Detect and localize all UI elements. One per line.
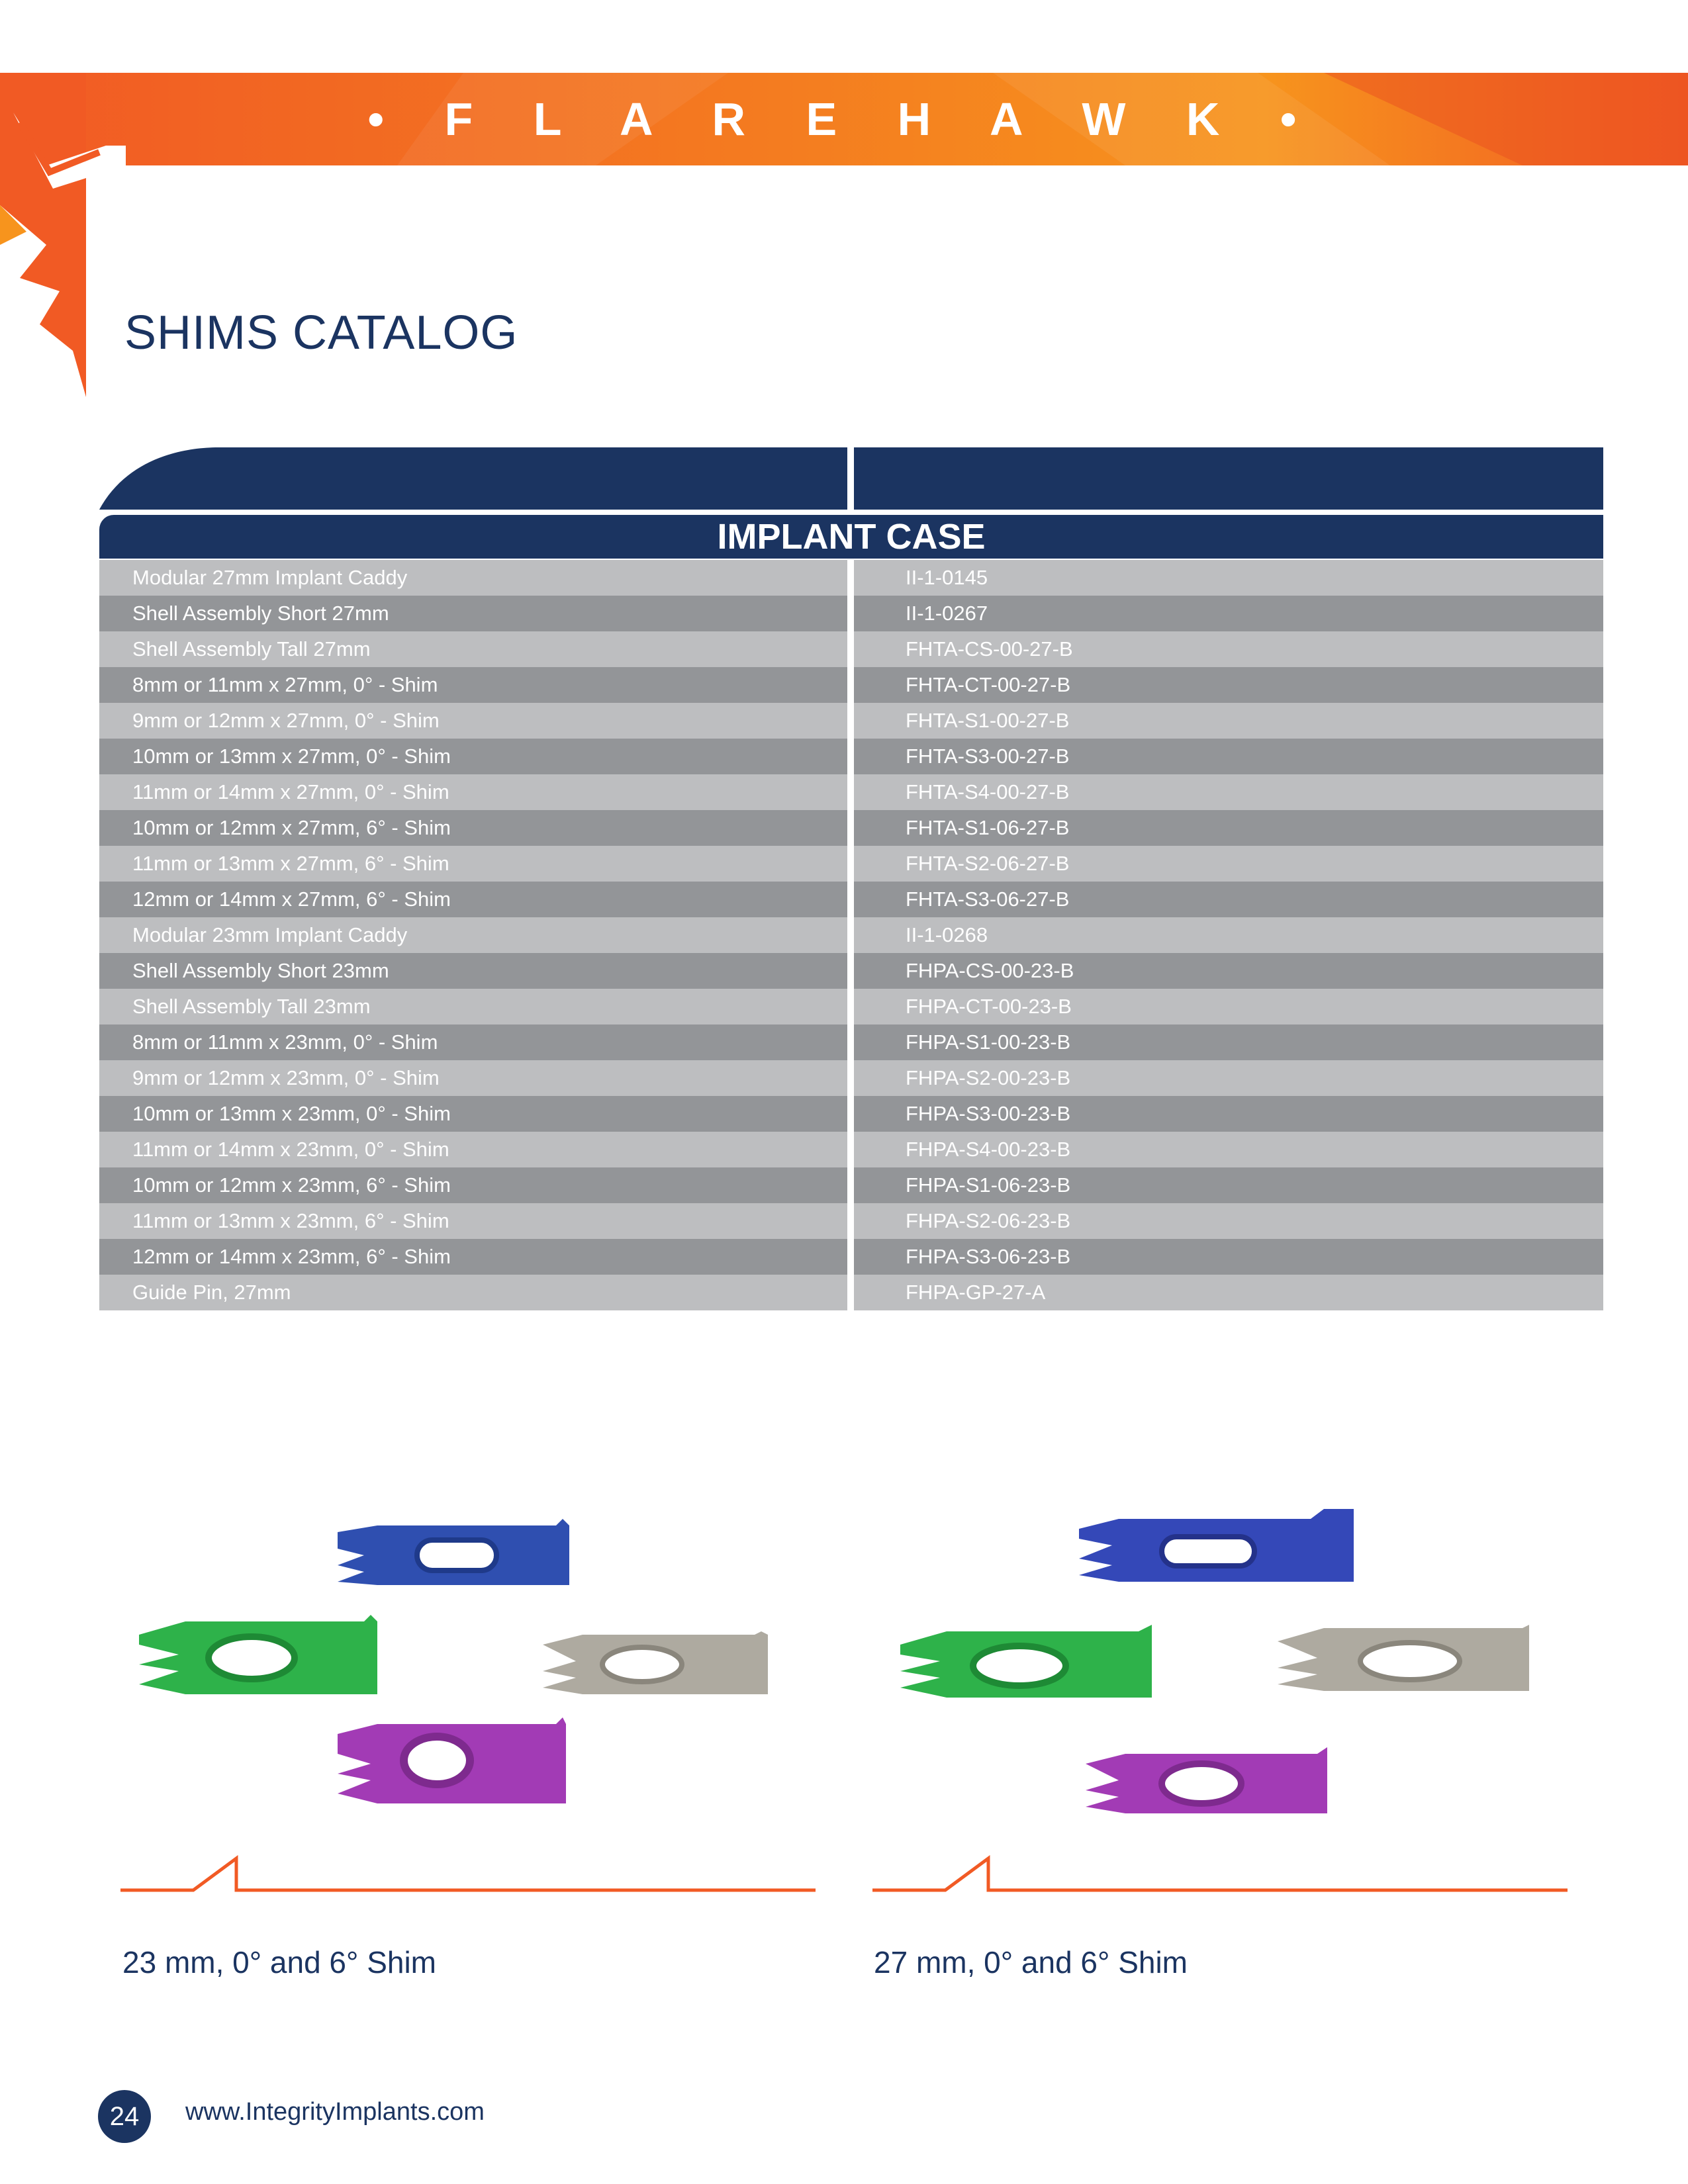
catalog-number-cell: FHTA-S3-00-27-B (854, 739, 1603, 774)
table-row (99, 953, 1603, 989)
purple-shim-icon (338, 1717, 566, 1803)
shims-23mm-image (132, 1502, 788, 1820)
description-cell: Shell Assembly Tall 23mm (99, 989, 847, 1024)
catalog-number-cell: FHPA-S1-06-23-B (854, 1167, 1603, 1203)
gray-shim-icon (1278, 1625, 1529, 1691)
catalog-number-cell: FHTA-CS-00-27-B (854, 631, 1603, 667)
green-shim-icon (139, 1615, 377, 1694)
website-link[interactable]: www.IntegrityImplants.com (185, 2098, 485, 2126)
catalog-number-cell: II-1-0268 (854, 917, 1603, 953)
catalog-number-cell: FHPA-S2-06-23-B (854, 1203, 1603, 1239)
catalog-number-cell: FHPA-S3-00-23-B (854, 1096, 1603, 1132)
catalog-number-cell: FHPA-CT-00-23-B (854, 989, 1603, 1024)
description-cell: 12mm or 14mm x 23mm, 6° - Shim (99, 1239, 847, 1275)
description-cell: 8mm or 11mm x 27mm, 0° - Shim (99, 667, 847, 703)
description-cell: Shell Assembly Short 27mm (99, 596, 847, 631)
description-cell: 11mm or 14mm x 23mm, 0° - Shim (99, 1132, 847, 1167)
blue-shim-icon (1079, 1509, 1354, 1582)
table-row (99, 667, 1603, 703)
catalog-number-cell: FHPA-S2-00-23-B (854, 1060, 1603, 1096)
catalog-number-cell: FHPA-S4-00-23-B (854, 1132, 1603, 1167)
table-row (99, 882, 1603, 917)
green-shim-icon (900, 1625, 1152, 1698)
caption-divider-left (120, 1853, 816, 1893)
description-cell: 12mm or 14mm x 27mm, 6° - Shim (99, 882, 847, 917)
table-row (99, 810, 1603, 846)
description-cell: 10mm or 13mm x 23mm, 0° - Shim (99, 1096, 847, 1132)
description-cell: Shell Assembly Tall 27mm (99, 631, 847, 667)
page-number: 24 (98, 2090, 151, 2143)
caption-27mm: 27 mm, 0° and 6° Shim (874, 1945, 1188, 1979)
table-row (99, 1203, 1603, 1239)
description-cell: 11mm or 14mm x 27mm, 0° - Shim (99, 774, 847, 810)
table-row (99, 846, 1603, 882)
table-row (99, 1132, 1603, 1167)
description-cell: Guide Pin, 27mm (99, 1275, 847, 1310)
description-cell: 9mm or 12mm x 23mm, 0° - Shim (99, 1060, 847, 1096)
description-cell: 10mm or 12mm x 27mm, 6° - Shim (99, 810, 847, 846)
catalog-number-cell: FHPA-S3-06-23-B (854, 1239, 1603, 1275)
description-cell: 8mm or 11mm x 23mm, 0° - Shim (99, 1024, 847, 1060)
description-cell: 10mm or 13mm x 27mm, 0° - Shim (99, 739, 847, 774)
description-cell: Modular 23mm Implant Caddy (99, 917, 847, 953)
description-cell: 11mm or 13mm x 27mm, 6° - Shim (99, 846, 847, 882)
table-row (99, 739, 1603, 774)
description-cell: 9mm or 12mm x 27mm, 0° - Shim (99, 703, 847, 739)
table-row (99, 596, 1603, 631)
catalog-number-cell: FHTA-S1-00-27-B (854, 703, 1603, 739)
catalog-number-cell: FHTA-CT-00-27-B (854, 667, 1603, 703)
purple-shim-icon (1086, 1747, 1327, 1813)
brand-wordmark: • F L A R E H A W K • (367, 93, 1321, 145)
catalog-number-cell: FHTA-S2-06-27-B (854, 846, 1603, 882)
table-row (99, 1024, 1603, 1060)
catalog-number-cell: FHPA-S1-00-23-B (854, 1024, 1603, 1060)
table-row (99, 1096, 1603, 1132)
catalog-number-cell: II-1-0145 (854, 560, 1603, 596)
catalog-number-cell: FHTA-S3-06-27-B (854, 882, 1603, 917)
catalog-number-cell: FHPA-CS-00-23-B (854, 953, 1603, 989)
description-cell: 11mm or 13mm x 23mm, 6° - Shim (99, 1203, 847, 1239)
table-row (99, 703, 1603, 739)
column-header-description: Description (400, 15, 547, 47)
page-title: SHIMS CATALOG (124, 306, 518, 359)
catalog-number-cell: II-1-0267 (854, 596, 1603, 631)
column-header-catalog-number: Catalog Number (1122, 15, 1335, 47)
blue-shim-icon (338, 1519, 569, 1585)
caption-23mm: 23 mm, 0° and 6° Shim (122, 1945, 436, 1979)
section-title: IMPLANT CASE (99, 515, 1603, 559)
table-row (99, 1167, 1603, 1203)
description-cell: 10mm or 12mm x 23mm, 6° - Shim (99, 1167, 847, 1203)
catalog-number-cell: FHPA-GP-27-A (854, 1275, 1603, 1310)
table-row (99, 1239, 1603, 1275)
table-row (99, 1060, 1603, 1096)
catalog-number-cell: FHTA-S4-00-27-B (854, 774, 1603, 810)
catalog-number-cell: FHTA-S1-06-27-B (854, 810, 1603, 846)
shims-27mm-image (887, 1502, 1542, 1820)
caption-divider-right (872, 1853, 1568, 1893)
flarehawk-logo-icon (0, 73, 126, 397)
table-row (99, 917, 1603, 953)
table-row (99, 631, 1603, 667)
table-row (99, 560, 1603, 596)
table-row (99, 989, 1603, 1024)
catalog-table-body (99, 560, 1603, 1310)
table-row (99, 774, 1603, 810)
table-header-bg (99, 447, 1603, 510)
description-cell: Shell Assembly Short 23mm (99, 953, 847, 989)
gray-shim-icon (543, 1631, 768, 1694)
table-row (99, 1275, 1603, 1310)
description-cell: Modular 27mm Implant Caddy (99, 560, 847, 596)
